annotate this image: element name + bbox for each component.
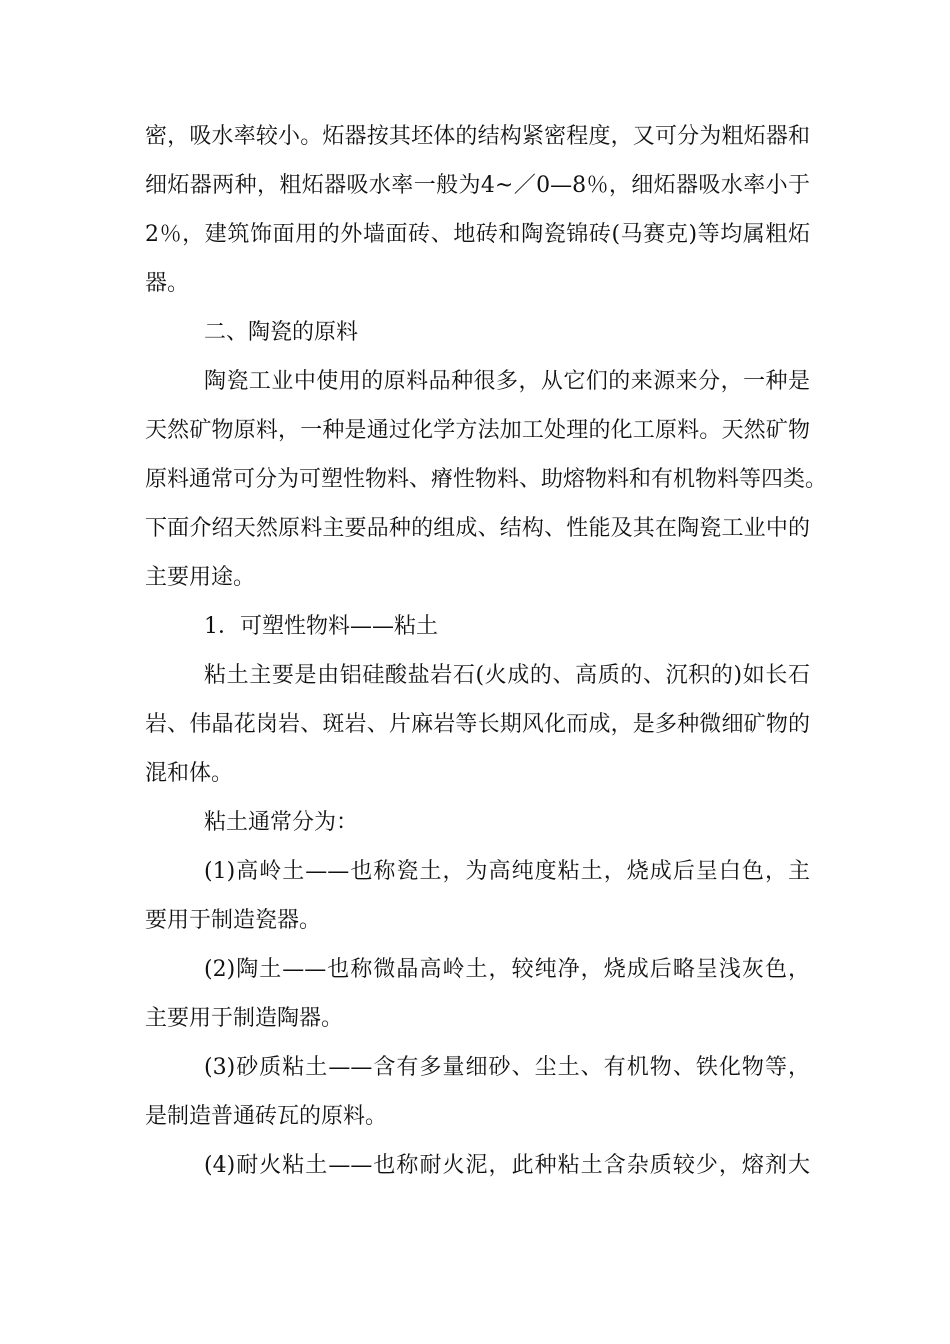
text-line: (2)陶土——也称微晶高岭土，较纯净，烧成后略呈浅灰色， bbox=[204, 957, 810, 982]
text-line: (4)耐火粘土——也称耐火泥，此种粘土含杂质较少，熔剂大 bbox=[204, 1153, 810, 1178]
document-body bbox=[145, 112, 828, 1190]
text-line: 2％，建筑饰面用的外墙面砖、地砖和陶瓷锦砖(马赛克)等均属粗炻 bbox=[145, 222, 810, 247]
text-line: 1．可塑性物料——粘土 bbox=[204, 614, 438, 639]
text-line: (1)高岭土——也称瓷土，为高纯度粘土，烧成后呈白色，主 bbox=[204, 859, 810, 884]
text-line: 粘土通常分为： bbox=[204, 810, 359, 835]
text-line: 粘土主要是由铝硅酸盐岩石(火成的、高质的、沉积的)如长石 bbox=[204, 663, 810, 688]
text-line: 是制造普通砖瓦的原料。 bbox=[145, 1104, 388, 1129]
text-line: 密，吸水率较小。炻器按其坯体的结构紧密程度，又可分为粗炻器和 bbox=[145, 124, 810, 149]
text-line: 要用于制造瓷器。 bbox=[145, 908, 322, 933]
text-line: 细炻器两种，粗炻器吸水率一般为4~／0—8％，细炻器吸水率小于 bbox=[145, 173, 810, 198]
text-line: 器。 bbox=[145, 271, 190, 296]
text-line: 混和体。 bbox=[145, 761, 234, 786]
text-line: 主要用于制造陶器。 bbox=[145, 1006, 344, 1031]
text-line: 岩、伟晶花岗岩、斑岩、片麻岩等长期风化而成，是多种微细矿物的 bbox=[145, 712, 810, 737]
text-line: 二、陶瓷的原料 bbox=[204, 320, 359, 345]
text-line: 原料通常可分为可塑性物料、瘠性物料、助熔物料和有机物料等四类。 bbox=[145, 467, 828, 492]
text-line: 陶瓷工业中使用的原料品种很多，从它们的来源来分，一种是 bbox=[204, 369, 810, 394]
text-line: (3)砂质粘土——含有多量细砂、尘土、有机物、铁化物等， bbox=[204, 1055, 810, 1080]
text-line: 主要用途。 bbox=[145, 565, 256, 590]
text-line: 天然矿物原料，一种是通过化学方法加工处理的化工原料。天然矿物 bbox=[145, 418, 810, 443]
text-line: 下面介绍天然原料主要品种的组成、结构、性能及其在陶瓷工业中的 bbox=[145, 516, 810, 541]
